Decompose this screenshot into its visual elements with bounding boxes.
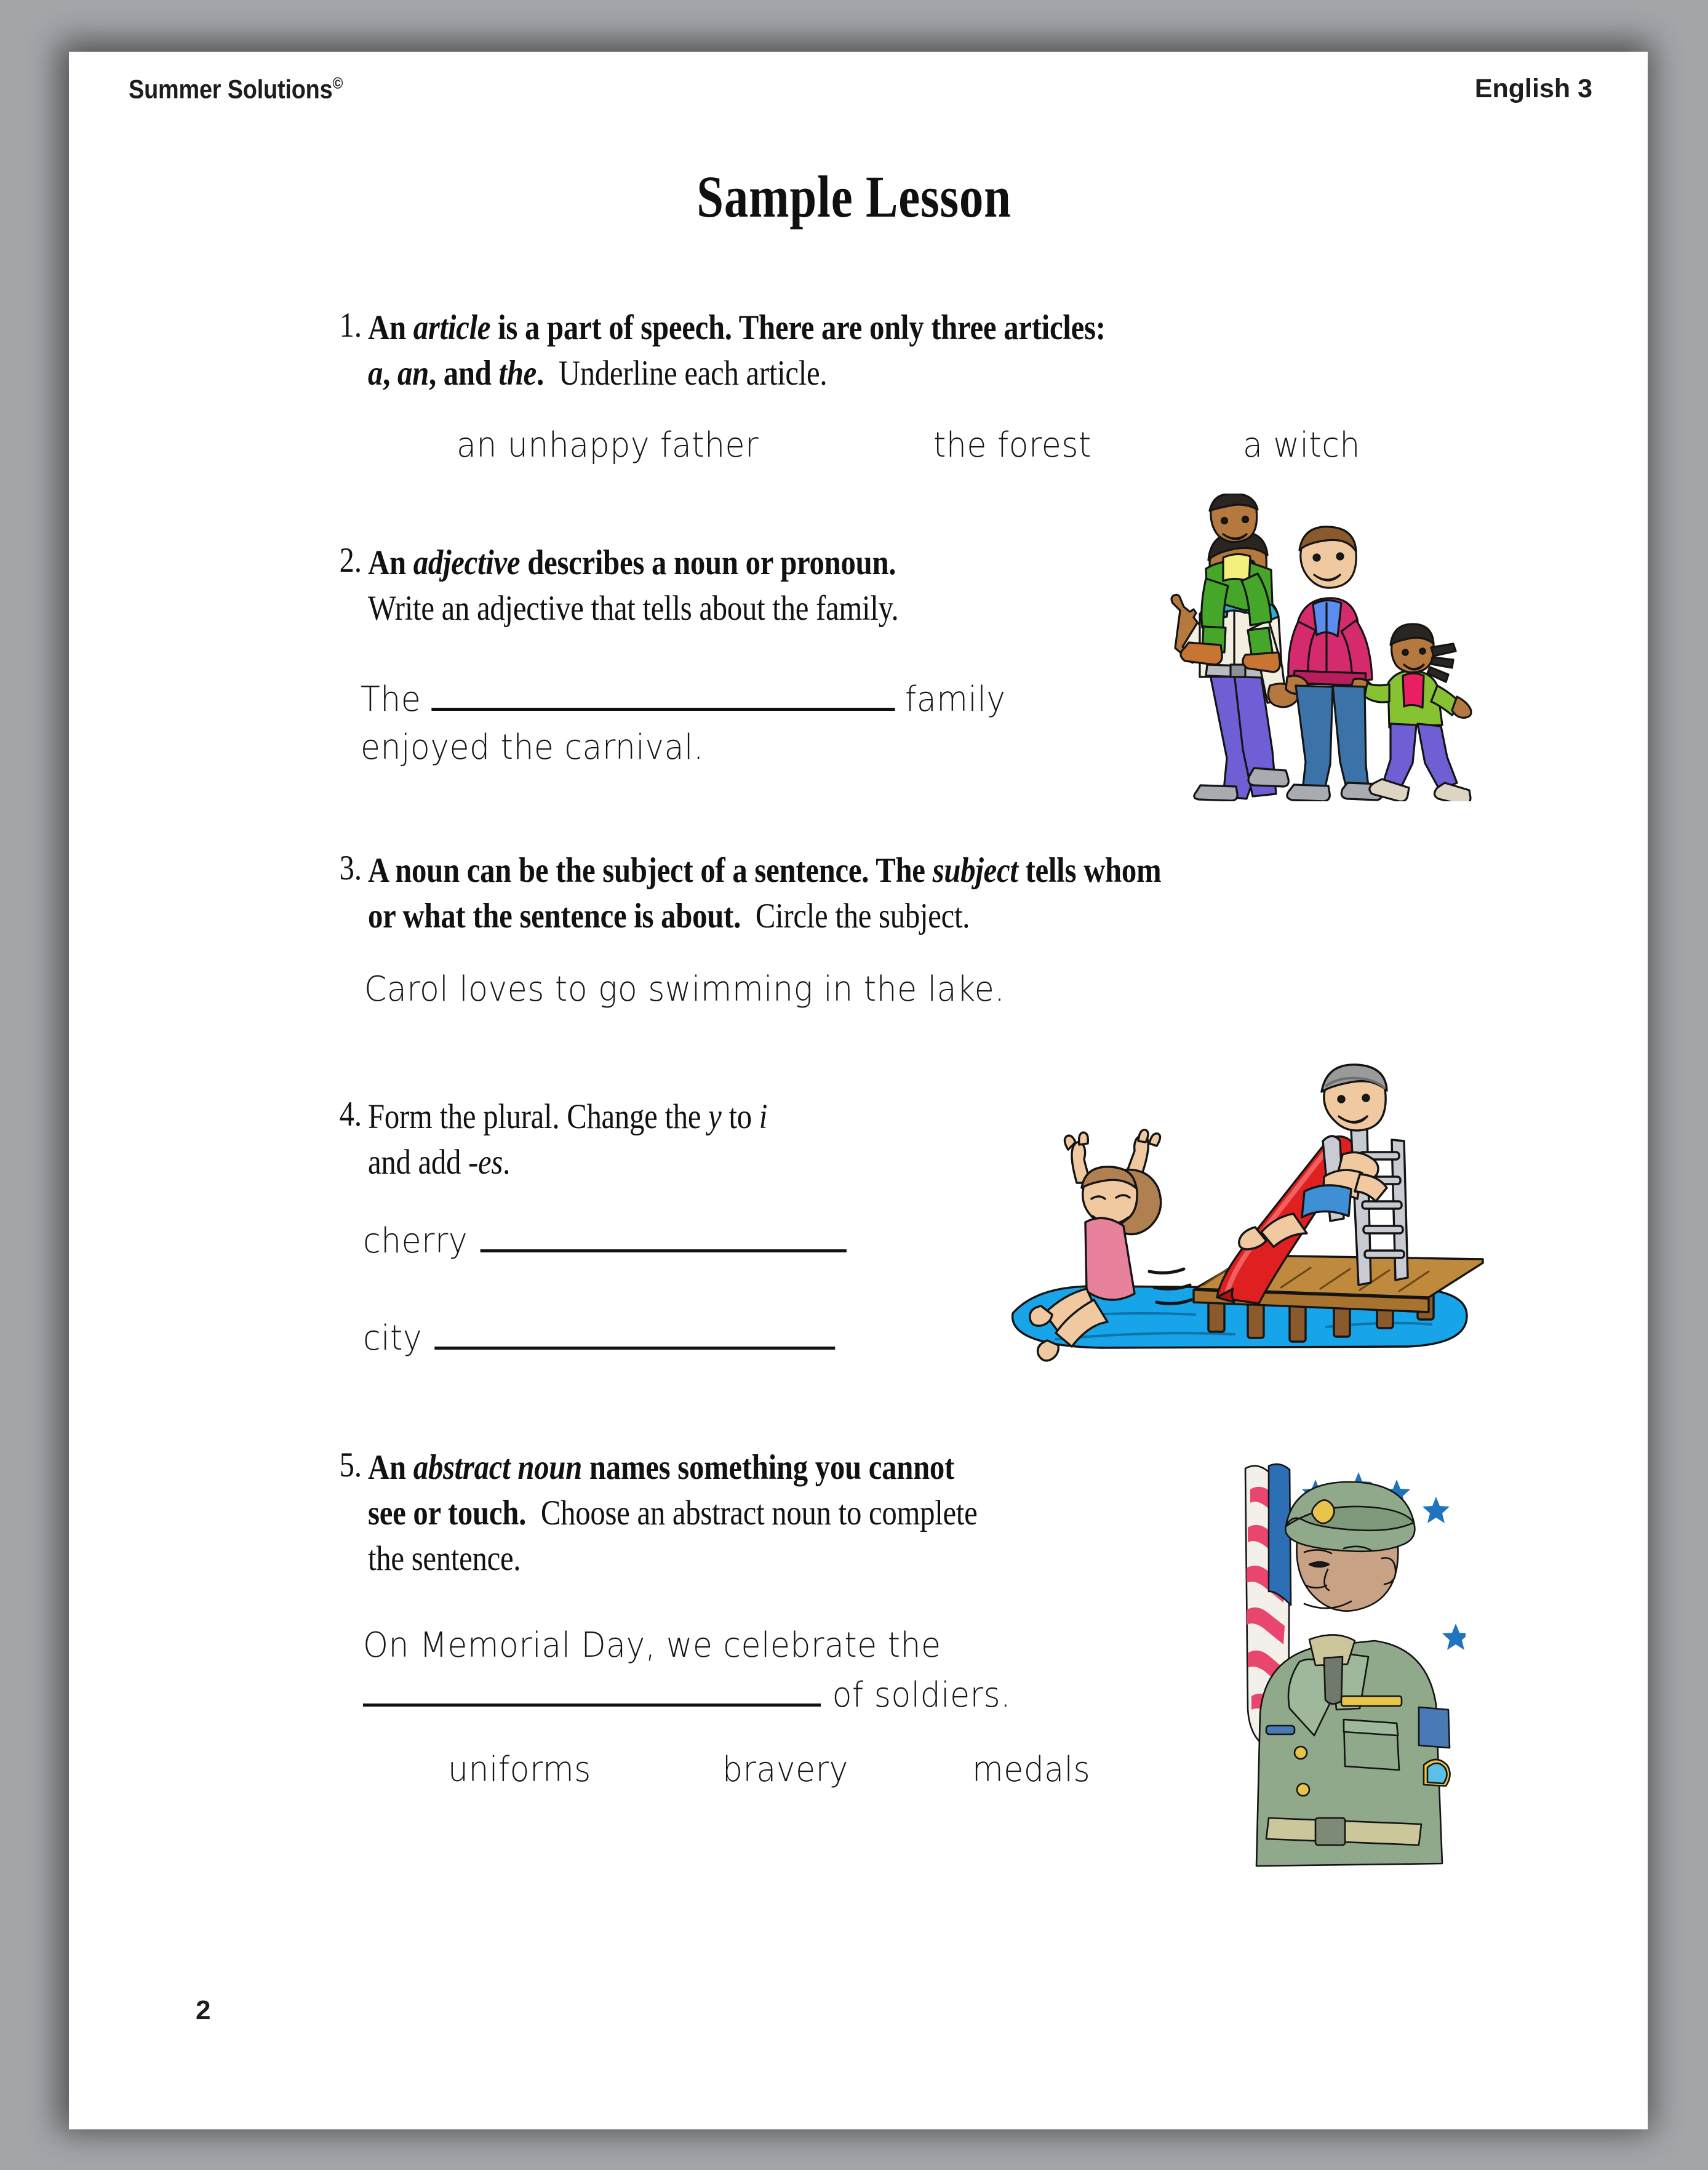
q1-term-article: article [413,308,491,347]
q5-text-b: names something you cannot [581,1448,955,1487]
q5-choice-2[interactable]: bravery [722,1750,848,1790]
question-1-body [368,305,1231,396]
q4-suffix-es: es [478,1143,503,1182]
q4-item-1 [363,1217,847,1263]
q1-text-b: is a part of speech. There are only three articles: [490,308,1106,347]
question-4-body [368,1094,835,1185]
question-3-prompt [368,848,1296,939]
q1-sep-2: , and [428,354,499,393]
q2-sentence-before: The [361,679,421,719]
q3-term-subject: subject [932,851,1018,890]
q1-choice-2[interactable]: the forest [933,425,1091,465]
q4-word-city: city [363,1318,423,1358]
q4-text-b: to [721,1097,759,1136]
q2-instruction: Write an adjective that tells about the family. [368,589,899,628]
question-1-number: 1. [339,306,362,345]
q2-answer-blank[interactable] [431,676,895,711]
question-2-prompt [368,540,989,631]
q5-text-c: see or touch. [368,1494,527,1533]
q4-letter-i: i [759,1097,768,1136]
q2-term-adjective: adjective [413,543,521,582]
question-4-number: 4. [339,1095,362,1134]
q1-choice-1[interactable]: an unhappy father [457,425,759,465]
q4-word-cherry: cherry [363,1220,468,1261]
page-number: 2 [196,1995,211,2025]
q3-text-b: tells whom [1018,851,1162,890]
q5-instruction-1: Choose an abstract noun to complete [540,1494,978,1533]
q4-blank-2[interactable] [435,1315,836,1350]
q2-text-a: An [368,543,413,582]
question-5-number: 5. [339,1446,362,1484]
q2-answer-wrap [361,676,1055,771]
q2-sentence-line-1 [361,676,1006,722]
q4-period: . [503,1143,511,1182]
page-header [0,74,1708,117]
q3-text-a: A noun can be the subject of a sentence. The [368,851,933,890]
q5-sentence-line-2 [363,1672,1011,1718]
subject-label: English 3 [1474,74,1592,103]
question-1-prompt [368,305,1231,396]
q1-instruction: Underline each article. [558,354,828,393]
soldier-flag-illustration [1207,1428,1466,1871]
question-5-body [368,1445,1081,1582]
q2-sentence-after: family [905,679,1006,719]
q4-blank-1[interactable] [481,1217,847,1252]
water-slide-illustration [982,1024,1487,1369]
q1-choice-3[interactable]: a witch [1243,425,1360,465]
q4-text-c: and add - [368,1143,479,1182]
question-2-body [368,540,989,631]
q4-text-a: Form the plural. Change the [368,1097,709,1136]
family-walking-illustration [1137,494,1482,801]
q5-sentence-wrap [363,1623,1060,1718]
page-title: Sample Lesson [696,164,1012,230]
q1-article-the: the [498,354,537,393]
q3-sentence[interactable]: Carol loves to go swimming in the lake. [364,969,1005,1009]
q3-text-c: or what the sentence is about. [368,897,741,936]
q5-choice-3[interactable]: medals [972,1750,1091,1790]
q5-sentence-line-1: On Memorial Day, we celebrate the [363,1625,941,1665]
q5-instruction-2: the sentence. [368,1539,521,1579]
question-5-prompt [368,1445,1081,1582]
brand-label [129,74,343,105]
q4-item-2 [363,1315,836,1361]
question-2-number: 2. [339,541,362,580]
q4-letter-y: y [708,1097,722,1136]
q1-article-a: a [368,354,383,393]
q5-term-abstract-noun: abstract noun [413,1448,582,1487]
question-3-number: 3. [339,849,362,887]
q2-sentence-line-2: enjoyed the carnival. [361,727,704,768]
q1-period: . [537,354,544,393]
q2-text-b: describes a noun or pronoun. [520,543,896,582]
q5-sentence-after: of soldiers. [832,1675,1012,1716]
brand-name: Summer Solutions [129,74,333,105]
q1-sep-1: , [383,354,397,393]
copyright-icon: © [332,74,343,92]
q1-article-an: an [397,354,429,393]
q5-answer-blank[interactable] [363,1672,821,1707]
q5-text-a: An [368,1448,413,1487]
q3-instruction: Circle the subject. [755,897,970,936]
q5-choice-1[interactable]: uniforms [448,1750,591,1790]
question-3-body [368,848,1296,939]
question-4-prompt [368,1094,835,1185]
q1-text-a: An [368,308,413,347]
